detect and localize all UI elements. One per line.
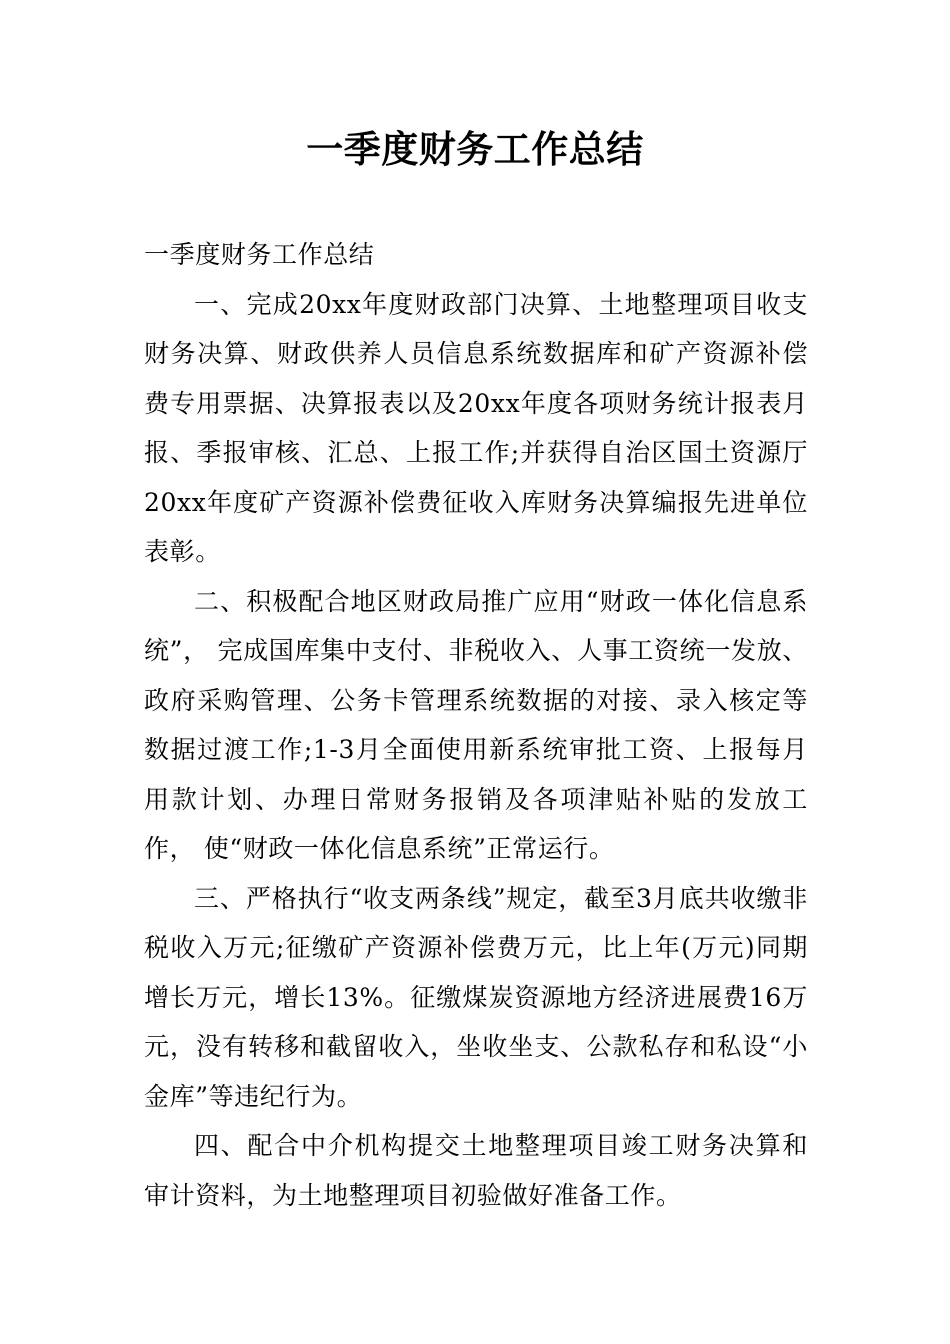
paragraph-2: 二、积极配合地区财政局推广应用“财政一体化信息系统”， 完成国库集中支付、非税收入、人事工资统一发放、政府采购管理、公务卡管理系统数据的对接、录入核定等数据过渡工作;1-3月全面使用新系统审批工资、上报每月用款计划、办理日常财务报销及各项津贴补贴的发放工作， 使“财政一体化信息系统”正常运行。 — [144, 586, 808, 863]
paragraph-4: 四、配合中介机构提交土地整理项目竣工财务决算和审计资料，为土地整理项目初验做好准备工作。 — [144, 1131, 808, 1210]
document-body — [144, 230, 808, 1220]
paragraph-3: 三、严格执行“收支两条线”规定，截至3月底共收缴非税收入万元;征缴矿产资源补偿费万元，比上年(万元)同期增长万元，增长13%。征缴煤炭资源地方经济进展费16万元，没有转移和截留收入，坐收坐支、公款私存和私设“小金库”等违纪行为。 — [144, 883, 808, 1111]
document-subtitle: 一季度财务工作总结 — [144, 240, 375, 269]
document-title: 一季度财务工作总结 — [306, 128, 644, 171]
paragraph-1: 一、完成20xx年度财政部门决算、土地整理项目收支财务决算、财政供养人员信息系统数据库和矿产资源补偿费专用票据、决算报表以及20xx年度各项财务统计报表月报、季报审核、汇总、上报工作;并获得自治区国土资源厅20xx年度矿产资源补偿费征收入库财务决算编报先进单位表彰。 — [144, 289, 808, 566]
